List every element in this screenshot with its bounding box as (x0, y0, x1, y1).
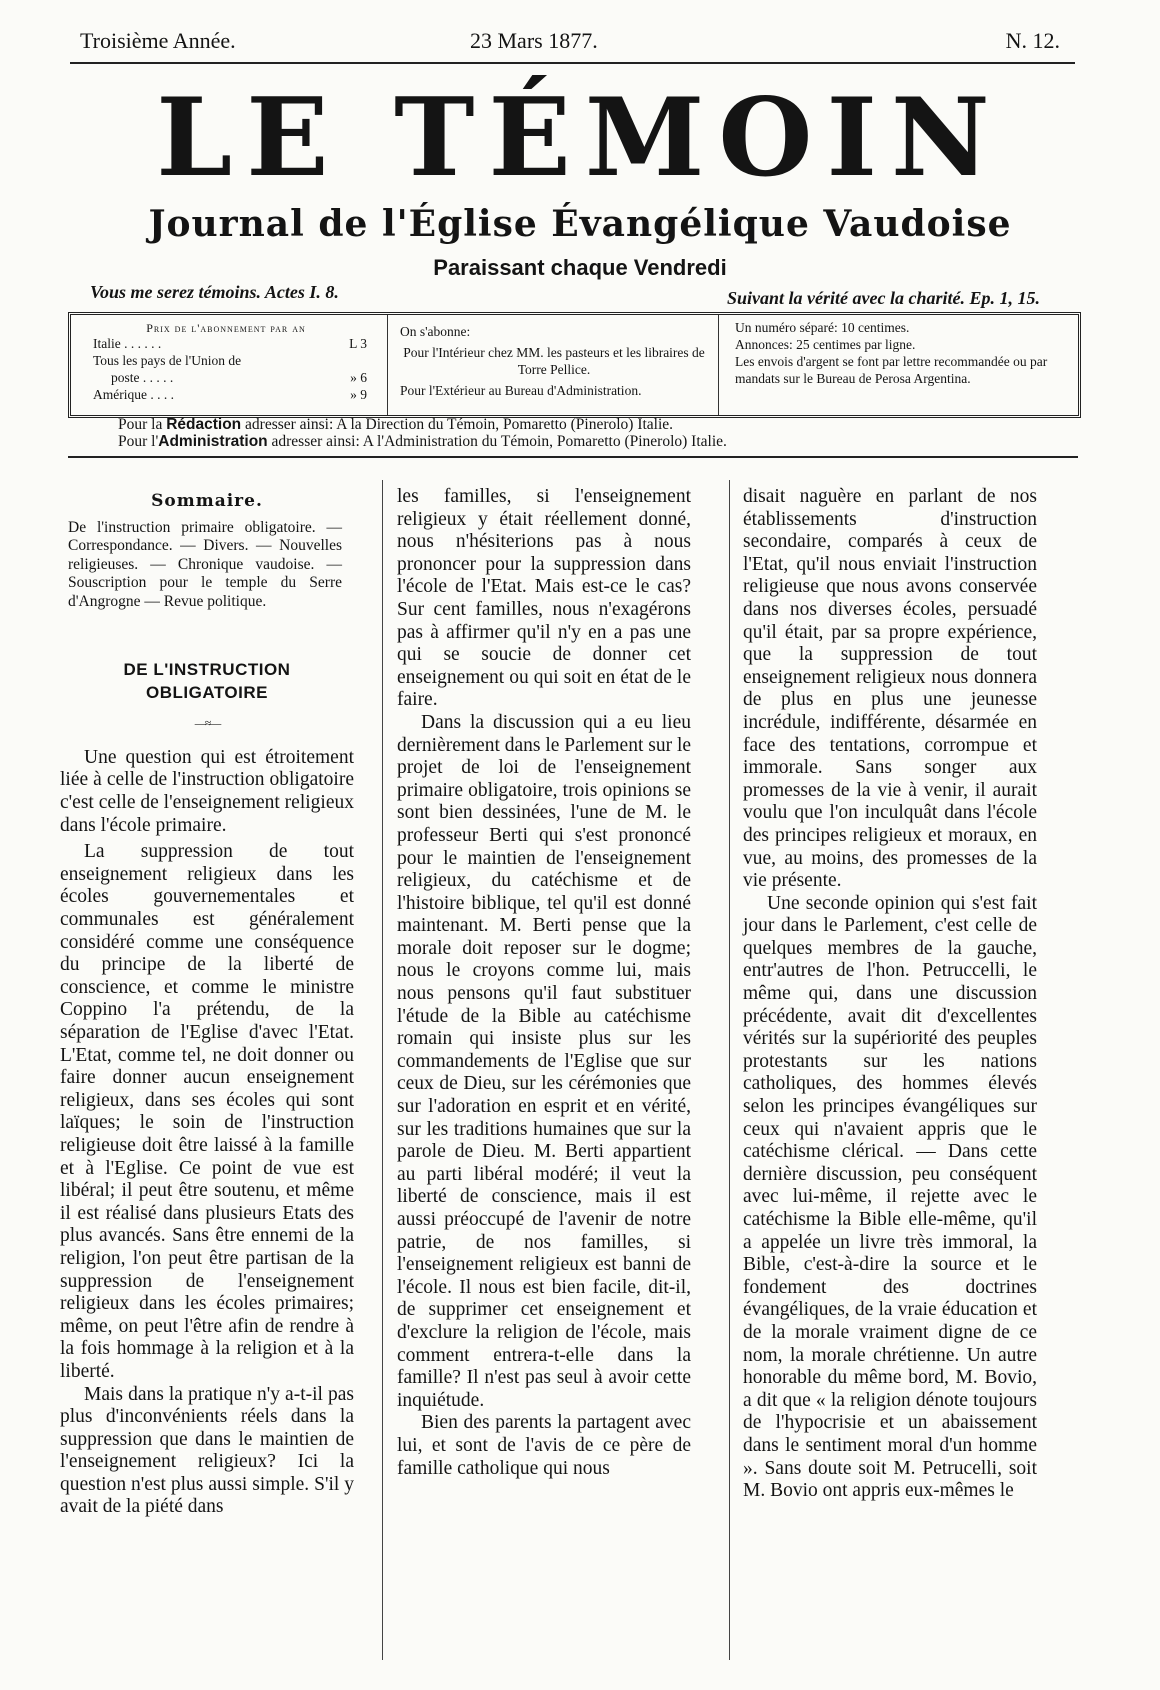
ads-price: Annonces: 25 centimes par ligne. (735, 337, 916, 352)
sommaire-title: Sommaire. (151, 491, 263, 511)
sommaire-text: De l'instruction primaire obligatoire. — Correspondance. — Divers. — Nouvelles religieuses. — Chronique vaudoise. — Souscription pour le temple du Serre d'Angrogne — Revue politique. (68, 518, 342, 610)
article-body-col1 (60, 747, 354, 1519)
administration-address: Pour l'Administration adresser ainsi: A l'Administration du Témoin, Pomaretto (Pinerolo) Italie. (118, 433, 727, 450)
price-row: poste . . . . . » 6 (111, 370, 367, 385)
price-row: Amérique . . . . » 9 (93, 387, 367, 402)
periodicity: Paraissant chaque Vendredi (433, 255, 727, 280)
issue-line (80, 28, 1060, 58)
paragraph: La suppression de tout enseignement religieux dans les écoles gouvernementales et communales est généralement considéré comme une conséquence du principe de la liberté de conscience, et comme le ministre Coppino l'a prétendu, de la séparation de l'Eglise d'avec l'Etat. L'Etat, comme tel, ne doit donner ou faire donner aucun enseignement religieux, dans ses écoles qui sont laïques; le soin de l'instruction religieuse doit être laissé à la famille et à l'Eglise. Ce point de vue est libéral; il peut être soutenu, et même il est réalisé dans plusieurs Etats des plus avancés. Sans être ennemi de la religion, l'on peut être partisan de la suppression de l'enseignement religieux dans les écoles primaires; même, on peut l'être afin de rendre à la fois hommage à la religion et à la liberté. (60, 841, 354, 1382)
subscription-box (68, 312, 1081, 418)
issue-date: 23 Mars 1877. (470, 28, 598, 53)
price-row: Tous les pays de l'Union de (93, 353, 242, 368)
header-bottom-rule (68, 456, 1078, 458)
subscribe-heading: On s'abonne: (400, 324, 471, 339)
column-2 (397, 486, 691, 1480)
price-heading: Prix de l'abonnement par an (146, 321, 306, 335)
paragraph: Mais dans la pratique n'y a-t-il pas plus d'inconvénients réels dans la suppression que dans le maintien de l'enseignement religieux? Ici la question n'est plus aussi simple. S'il y avait de la piété dans (60, 1383, 354, 1518)
paragraph: Dans la discussion qui a eu lieu dernièrement dans le Parlement sur le projet de loi de l'enseignement primaire obligatoire, trois opinions se sont bien dessinées, l'une de M. le professeur Berti qui s'est prononcé pour le maintien de l'enseignement religieux, du catéchisme et de l'histoire biblique, tel qu'il est donné maintenant. M. Berti pense que la morale doit reposer sur le dogme; nous le croyons comme lui, mais nous pensons qu'il faut substituer l'étude de la Bible au catéchisme romain qui insiste plus sur les commandements de l'Eglise que sur ceux de Dieu, sur les cérémonies que sur l'adoration en esprit et en vérité, sur les traditions humaines que sur la parole de Dieu. M. Berti appartient au parti libéral modéré; il veut la liberté de conscience, mais il est aussi préoccupé de l'avenir de notre patrie, de nos familles, si l'enseignement religieux est banni de l'école. Il nous est bien facile, dit-il, de supprimer cet enseignement et d'exclure la religion de l'école, mais comment entrera-t-elle dans la famille? Il n'est pas seul à avoir cette inquiétude. (397, 711, 692, 1411)
masthead-title: LE TÉMOIN (156, 75, 1004, 201)
paragraph: Une seconde opinion qui s'est fait jour dans le Parlement, c'est celle de quelques membres de la gauche, entr'autres de l'hon. Petruccelli, le même qui, dans une discussion précédente, avait dit d'excellentes vérités sur la supériorité des peuples protestants sur les nations catholiques, des hommes élevés selon les principes évangéliques sur ceux qui n'avaient appris que le catéchisme clérical. — Dans cette dernière discussion, peu conséquent avec lui-même, il rejette avec le catéchisme la Bible elle-même, qu'il a appelée un livre très immoral, la Bible, c'est-à-dire la source et le fondement des doctrines évangéliques, de la vraie éducation et de la morale vraiment digne de ce nom, la morale chrétienne. Un autre honorable du même bord, M. Bovio, a dit que « la religion dénote toujours de l'hypocrisie et un abaissement dans le sentiment moral d'un homme ». Sans doute soit M. Petrucelli, soit M. Bovio ont appris eux-mêmes le (743, 892, 1037, 1502)
subscribe-interior: Pour l'Intérieur chez MM. les pasteurs et les libraires de Torre Pellice. (403, 345, 705, 377)
column-1 (60, 482, 354, 1519)
paragraph: les familles, si l'enseignement religieux y était réellement donné, nous n'hésiterions pas à nous prononcer pour la suppression dans l'école de l'Etat. Mais est-ce le cas? Sur cent familles, nous n'exagérons pas à affirmer qu'il n'y en a pas une qui se soucie de donner cet enseignement ou qui soit en état de le faire. (397, 486, 691, 711)
column-3 (743, 486, 1037, 1503)
masthead-subtitle: Journal de l'Église Évangélique Vaudoise (148, 203, 1012, 245)
issue-year: Troisième Année. (80, 28, 236, 53)
paragraph: Bien des parents la partagent avec lui, et sont de l'avis de ce père de famille catholique qui nous (397, 1412, 691, 1479)
motto-right: Suivant la vérité avec la charité. Ep. 1, 15. (727, 288, 1040, 308)
redaction-address: Pour la Rédaction adresser ainsi: A la Direction du Témoin, Pomaretto (Pinerolo) Italie. (118, 416, 674, 433)
single-issue-price: Un numéro séparé: 10 centimes. (735, 320, 910, 335)
column-separator (382, 480, 383, 1660)
article-title: DE L'INSTRUCTION OBLIGATOIRE (123, 660, 291, 702)
notices-column (723, 315, 1078, 415)
motto-left: Vous me serez témoins. Actes I. 8. (90, 282, 339, 302)
price-row: Italie . . . . . . L 3 (93, 336, 367, 351)
price-column (71, 315, 381, 415)
subscribe-column (387, 315, 719, 415)
issue-number: N. 12. (1005, 28, 1060, 53)
paragraph: disait naguère en parlant de nos établissements d'instruction secondaire, comparés à ceux de l'Etat, qu'il nous enviait l'instruction religieuse que nous avons conservée dans nos diverses écoles, persuadé qu'il était, par sa propre expérience, que la suppression de tout enseignement religieux nous donnera de plus en plus une jeunesse incrédule, indifférente, désarmée en face des tentations, corrompue et immorale. Sans songer aux promesses de la vie à venir, il aurait voulu que l'on inculquât dans l'école des principes religieux et moraux, en vue, au moins, des promesses de la vie présente. (743, 486, 1037, 892)
column-separator (729, 480, 730, 1660)
paragraph: Une question qui est étroitement liée à celle de l'instruction obligatoire c'est celle de l'enseignement religieux dans l'école primaire. (60, 746, 354, 836)
money-notice: Les envois d'argent se font par lettre recommandée ou par mandats sur le Bureau de Perosa Argentina. (735, 354, 1048, 386)
title-ornament: —≈— (194, 716, 220, 731)
top-rule (70, 62, 1075, 64)
subscribe-exterior: Pour l'Extérieur au Bureau d'Administration. (400, 383, 642, 398)
